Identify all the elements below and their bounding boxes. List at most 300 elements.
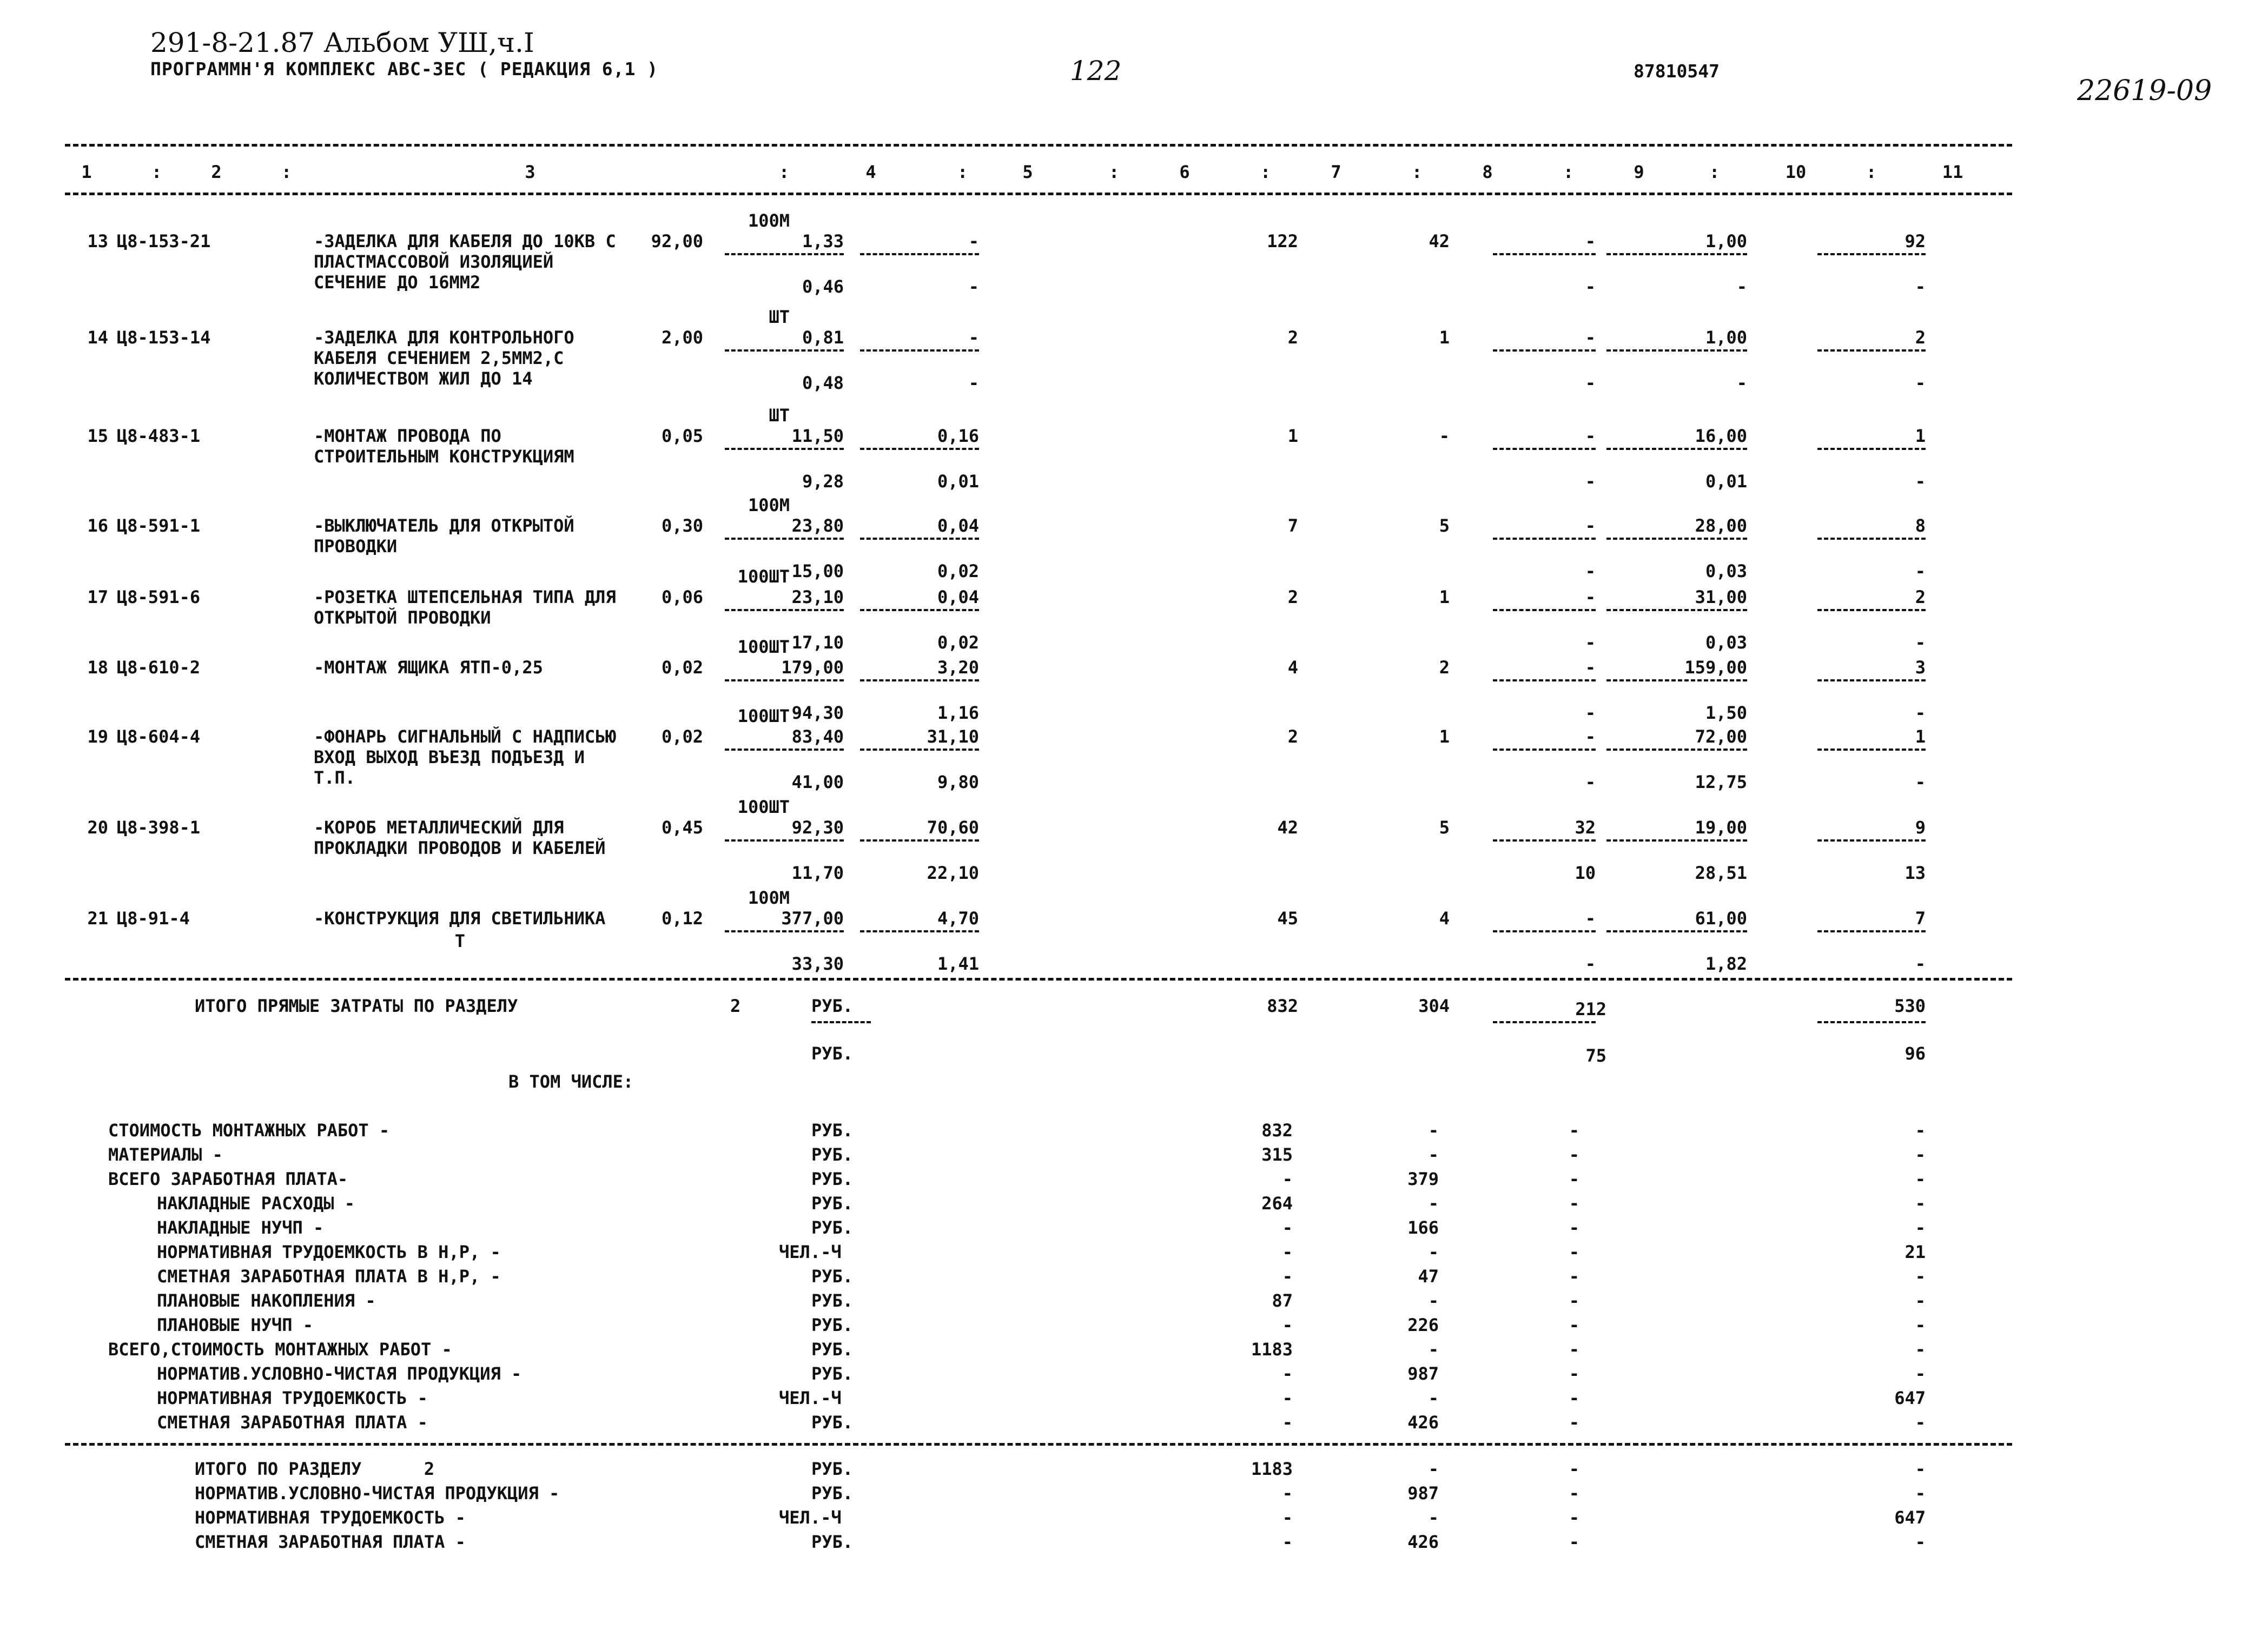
row-code: Ц8-610-2	[117, 657, 201, 678]
final-c11: 647	[1894, 1507, 1926, 1528]
final-c7: 1183	[1251, 1459, 1293, 1479]
cell-c8: 1	[1439, 327, 1450, 348]
summary-c7: 832	[1261, 1120, 1293, 1141]
cell-c10b: 1,82	[1705, 953, 1747, 974]
summary-unit: РУБ.	[811, 1363, 854, 1384]
cell-c4: 0,02	[661, 657, 703, 678]
summary-c7: 1183	[1251, 1339, 1293, 1360]
row-number: 19	[87, 726, 108, 747]
summary-label: НОРМАТИВНАЯ ТРУДОЕМКОСТЬ -	[157, 1388, 428, 1408]
including-label: В ТОМ ЧИСЛЕ:	[508, 1071, 634, 1092]
cell-c7: 4	[1287, 657, 1298, 678]
row-unit: Т	[454, 931, 465, 951]
summary-c7: -	[1282, 1412, 1293, 1433]
cell-c7: 2	[1287, 327, 1298, 348]
cell-c9: -	[1585, 515, 1596, 536]
row-description: -КОРОБ МЕТАЛЛИЧЕСКИЙ ДЛЯ	[314, 817, 564, 838]
cell-c4: 0,02	[661, 726, 703, 747]
summary-c11: -	[1915, 1339, 1926, 1360]
cell-c5: 11,50	[791, 426, 844, 446]
row-code: Ц8-591-6	[117, 587, 201, 607]
row-description: -ЗАДЕЛКА ДЛЯ КОНТРОЛЬНОГО	[314, 327, 574, 348]
cell-separator	[1493, 839, 1596, 842]
column-divider: :	[1412, 162, 1423, 182]
summary-c7: 264	[1261, 1193, 1293, 1214]
summary-c8: 47	[1418, 1266, 1439, 1287]
summary-unit: ЧЕЛ.-Ч	[779, 1388, 842, 1408]
row-description: ВХОД ВЫХОД ВЪЕЗД ПОДЪЕЗД И	[314, 747, 585, 767]
row-unit: 100ШТ	[737, 566, 790, 587]
column-header-1: 1	[81, 162, 92, 182]
cell-c6: 31,10	[927, 726, 979, 747]
cell-c6b: 1,16	[937, 703, 979, 723]
cell-c9b: -	[1585, 953, 1596, 974]
summary-c8: -	[1428, 1120, 1439, 1141]
cell-c9: 32	[1575, 817, 1596, 838]
cell-c11b: 13	[1905, 863, 1926, 883]
row-number: 20	[87, 817, 108, 838]
cell-c6: -	[968, 327, 979, 348]
final-label: СМЕТНАЯ ЗАРАБОТНАЯ ПЛАТА -	[195, 1532, 466, 1552]
cell-c7: 2	[1287, 587, 1298, 607]
row-description: КАБЕЛЯ СЕЧЕНИЕМ 2,5ММ2,С	[314, 348, 564, 368]
row-description: -РОЗЕТКА ШТЕПСЕЛЬНАЯ ТИПА ДЛЯ	[314, 587, 616, 607]
cell-separator	[1817, 749, 1926, 751]
row-number: 13	[87, 231, 108, 251]
cell-c10: 31,00	[1695, 587, 1747, 607]
cell-c8: 5	[1439, 515, 1450, 536]
final-c11: -	[1915, 1459, 1926, 1479]
final-c9: -	[1569, 1507, 1579, 1528]
summary-label: ВСЕГО ЗАРАБОТНАЯ ПЛАТА-	[108, 1169, 348, 1189]
cell-c8: 42	[1429, 231, 1450, 251]
cell-c7: 2	[1287, 726, 1298, 747]
cell-c5b: 0,48	[802, 373, 844, 393]
column-divider: :	[1709, 162, 1720, 182]
summary-c7: -	[1282, 1266, 1293, 1287]
cell-c7: 122	[1267, 231, 1298, 251]
cell-c8: 5	[1439, 817, 1450, 838]
cell-c9: -	[1585, 231, 1596, 251]
final-c9: -	[1569, 1532, 1579, 1552]
column-header-2: 2	[211, 162, 222, 182]
total-section: 2	[730, 996, 741, 1016]
cell-c10b: 1,50	[1705, 703, 1747, 723]
cell-c11b: -	[1915, 632, 1926, 653]
cell-c9: -	[1585, 657, 1596, 678]
summary-c11: -	[1915, 1266, 1926, 1287]
final-c7: -	[1282, 1507, 1293, 1528]
cell-c11: 1	[1915, 726, 1926, 747]
column-header-7: 7	[1331, 162, 1341, 182]
cell-c10b: -	[1736, 373, 1747, 393]
cell-c6b: -	[968, 373, 979, 393]
final-unit: РУБ.	[811, 1532, 854, 1552]
document-header	[150, 27, 658, 80]
final-c8: -	[1428, 1507, 1439, 1528]
summary-c8: 987	[1407, 1363, 1439, 1384]
row-unit: 100ШТ	[737, 797, 790, 817]
row-code: Ц8-483-1	[117, 426, 201, 446]
column-divider: :	[1563, 162, 1574, 182]
row-description: ПЛАСТМАССОВОЙ ИЗОЛЯЦИЕЙ	[314, 251, 554, 272]
cell-c6: 0,04	[937, 515, 979, 536]
cell-c11b: -	[1915, 373, 1926, 393]
cell-c8: 2	[1439, 657, 1450, 678]
row-number: 16	[87, 515, 108, 536]
cell-c6b: 1,41	[937, 953, 979, 974]
cell-c5: 92,30	[791, 817, 844, 838]
summary-c9: -	[1569, 1242, 1579, 1262]
cell-separator	[811, 1021, 871, 1023]
summary-c11: 21	[1905, 1242, 1926, 1262]
cell-c4: 0,30	[661, 515, 703, 536]
cell-separator	[860, 538, 979, 540]
summary-c11: -	[1915, 1144, 1926, 1165]
cell-c6: 0,04	[937, 587, 979, 607]
cell-c11: 7	[1915, 908, 1926, 929]
cell-separator	[1493, 930, 1596, 932]
cell-c10: 1,00	[1705, 231, 1747, 251]
column-header-3: 3	[525, 162, 535, 182]
final-c7: -	[1282, 1483, 1293, 1504]
row-description: КОЛИЧЕСТВОМ ЖИЛ ДО 14	[314, 368, 533, 389]
summary-label: СТОИМОСТЬ МОНТАЖНЫХ РАБОТ -	[108, 1120, 390, 1141]
cell-separator	[1606, 679, 1747, 681]
cell-c6b: 0,02	[937, 632, 979, 653]
column-divider: :	[151, 162, 162, 182]
cell-c5: 1,33	[802, 231, 844, 251]
row-description: ПРОВОДКИ	[314, 536, 398, 557]
cell-c9b: -	[1585, 471, 1596, 492]
cell-c8: 1	[1439, 587, 1450, 607]
cell-c11b: -	[1915, 703, 1926, 723]
cell-c10: 19,00	[1695, 817, 1747, 838]
header-bottom-rule	[65, 193, 2012, 195]
cell-separator	[860, 609, 979, 611]
cell-c6b: 22,10	[927, 863, 979, 883]
summary-label: ПЛАНОВЫЕ НУЧП -	[157, 1315, 313, 1335]
cell-c4: 0,05	[661, 426, 703, 446]
summary-c8: 426	[1407, 1412, 1439, 1433]
cell-separator	[1606, 538, 1747, 540]
table-top-rule	[65, 144, 2012, 147]
summary-c9: -	[1569, 1120, 1579, 1141]
row-description: -КОНСТРУКЦИЯ ДЛЯ СВЕТИЛЬНИКА	[314, 908, 606, 929]
total-unit: РУБ.	[811, 996, 854, 1016]
cell-c10: 72,00	[1695, 726, 1747, 747]
document-id: 87810547	[1634, 61, 1720, 82]
cell-separator	[725, 538, 844, 540]
summary-c9: -	[1569, 1315, 1579, 1335]
cell-c5: 23,80	[791, 515, 844, 536]
cell-c5: 179,00	[781, 657, 844, 678]
summary-c11: -	[1915, 1363, 1926, 1384]
summary-unit: РУБ.	[811, 1412, 854, 1433]
cell-c11: 92	[1905, 231, 1926, 251]
row-code: Ц8-153-21	[117, 231, 211, 251]
row-description: Т.П.	[314, 767, 356, 788]
column-header-8: 8	[1482, 162, 1493, 182]
cell-c5: 377,00	[781, 908, 844, 929]
row-description: -ФОНАРЬ СИГНАЛЬНЫЙ С НАДПИСЬЮ	[314, 726, 616, 747]
cell-c10b: 0,01	[1705, 471, 1747, 492]
summary-c8: 226	[1407, 1315, 1439, 1335]
cell-separator	[725, 930, 844, 932]
cell-c11: 9	[1915, 817, 1926, 838]
cell-c10: 16,00	[1695, 426, 1747, 446]
cell-c8: 4	[1439, 908, 1450, 929]
row-code: Ц8-591-1	[117, 515, 201, 536]
cell-separator	[1493, 609, 1596, 611]
cell-separator	[725, 609, 844, 611]
summary-c9: -	[1569, 1266, 1579, 1287]
row-description: -ВЫКЛЮЧАТЕЛЬ ДЛЯ ОТКРЫТОЙ	[314, 515, 574, 536]
summary-label: НОРМАТИВНАЯ ТРУДОЕМКОСТЬ В Н,Р, -	[157, 1242, 501, 1262]
cell-c9b: -	[1585, 632, 1596, 653]
cell-c5b: 9,28	[802, 471, 844, 492]
column-divider: :	[1109, 162, 1120, 182]
row-description: СТРОИТЕЛЬНЫМ КОНСТРУКЦИЯМ	[314, 446, 574, 467]
final-c8: 987	[1407, 1483, 1439, 1504]
summary-c11: -	[1915, 1193, 1926, 1214]
cell-separator	[1817, 538, 1926, 540]
cell-c5b: 41,00	[791, 772, 844, 792]
row-unit: 100ШТ	[737, 706, 790, 726]
cell-c11: 2	[1915, 327, 1926, 348]
cell-separator	[1606, 839, 1747, 842]
cell-separator	[1817, 448, 1926, 450]
row-description: ПРОКЛАДКИ ПРОВОДОВ И КАБЕЛЕЙ	[314, 838, 606, 858]
cell-separator	[1493, 1021, 1596, 1023]
cell-c9b: -	[1585, 772, 1596, 792]
row-number: 18	[87, 657, 108, 678]
cell-c11b: -	[1915, 772, 1926, 792]
summary-unit: РУБ.	[811, 1266, 854, 1287]
cell-separator	[1606, 930, 1747, 932]
cell-c5b: 94,30	[791, 703, 844, 723]
cell-c10b: 28,51	[1695, 863, 1747, 883]
cell-c5b: 11,70	[791, 863, 844, 883]
total-c9: 212	[1575, 999, 1606, 1019]
cell-c4: 0,45	[661, 817, 703, 838]
cell-separator	[860, 679, 979, 681]
cell-separator	[1817, 930, 1926, 932]
row-description: ОТКРЫТОЙ ПРОВОДКИ	[314, 607, 491, 628]
cell-c7: 7	[1287, 515, 1298, 536]
cell-separator	[1817, 839, 1926, 842]
summary-c7: -	[1282, 1388, 1293, 1408]
total-c7: 832	[1267, 996, 1298, 1016]
summary-c7: -	[1282, 1242, 1293, 1262]
column-header-4: 4	[865, 162, 876, 182]
cell-separator	[1606, 253, 1747, 255]
cell-separator	[725, 448, 844, 450]
cell-c8: -	[1439, 426, 1450, 446]
cell-c11: 1	[1915, 426, 1926, 446]
summary-unit: ЧЕЛ.-Ч	[779, 1242, 842, 1262]
summary-c7: -	[1282, 1315, 1293, 1335]
cell-c9: -	[1585, 327, 1596, 348]
cell-c6b: 0,02	[937, 561, 979, 581]
cell-c4: 2,00	[661, 327, 703, 348]
summary-c11: -	[1915, 1169, 1926, 1189]
cell-separator	[725, 839, 844, 842]
cell-c6b: 0,01	[937, 471, 979, 492]
row-number: 17	[87, 587, 108, 607]
cell-separator	[1606, 448, 1747, 450]
cell-c9b: -	[1585, 373, 1596, 393]
row-unit: 100М	[748, 495, 790, 515]
final-unit: ЧЕЛ.-Ч	[779, 1507, 842, 1528]
final-unit: РУБ.	[811, 1483, 854, 1504]
cell-c9: -	[1585, 426, 1596, 446]
summary-c11: -	[1915, 1217, 1926, 1238]
cell-c5: 0,81	[802, 327, 844, 348]
cell-separator	[1817, 349, 1926, 352]
cell-c10: 1,00	[1705, 327, 1747, 348]
final-label: ИТОГО ПО РАЗДЕЛУ 2	[195, 1459, 435, 1479]
summary-c9: -	[1569, 1339, 1579, 1360]
summary-unit: РУБ.	[811, 1315, 854, 1335]
cell-separator	[1493, 349, 1596, 352]
summary-unit: РУБ.	[811, 1169, 854, 1189]
row-description: -МОНТАЖ ЯЩИКА ЯТП-0,25	[314, 657, 543, 678]
summary-c11: -	[1915, 1290, 1926, 1311]
summary-c7: -	[1282, 1363, 1293, 1384]
cell-c5b: 15,00	[791, 561, 844, 581]
cell-c6: 0,16	[937, 426, 979, 446]
row-code: Ц8-398-1	[117, 817, 201, 838]
summary-c8: 379	[1407, 1169, 1439, 1189]
summary-unit: РУБ.	[811, 1290, 854, 1311]
cell-separator	[860, 930, 979, 932]
summary-c9: -	[1569, 1412, 1579, 1433]
cell-separator	[1606, 609, 1747, 611]
cell-c11b: -	[1915, 953, 1926, 974]
summary-c7: 315	[1261, 1144, 1293, 1165]
final-c11: -	[1915, 1532, 1926, 1552]
cell-c11b: -	[1915, 276, 1926, 297]
total-c11b: 96	[1905, 1043, 1926, 1064]
cell-separator	[1817, 1021, 1926, 1023]
final-c9: -	[1569, 1483, 1579, 1504]
cell-separator	[860, 253, 979, 255]
column-divider: :	[779, 162, 790, 182]
total-unit-2: РУБ.	[811, 1043, 854, 1064]
total-c8: 304	[1418, 996, 1450, 1016]
summary-c9: -	[1569, 1217, 1579, 1238]
cell-c9: -	[1585, 726, 1596, 747]
cell-separator	[860, 749, 979, 751]
column-header-6: 6	[1179, 162, 1190, 182]
final-unit: РУБ.	[811, 1459, 854, 1479]
summary-c8: -	[1428, 1144, 1439, 1165]
summary-c7: -	[1282, 1217, 1293, 1238]
summary-label: НАКЛАДНЫЕ РАСХОДЫ -	[157, 1193, 355, 1214]
final-c7: -	[1282, 1532, 1293, 1552]
cell-c6b: -	[968, 276, 979, 297]
cell-separator	[1493, 679, 1596, 681]
cell-c5b: 0,46	[802, 276, 844, 297]
row-code: Ц8-153-14	[117, 327, 211, 348]
row-unit: 100М	[748, 888, 790, 908]
cell-separator	[1493, 253, 1596, 255]
cell-separator	[725, 349, 844, 352]
cell-c9b: -	[1585, 276, 1596, 297]
summary-c11: -	[1915, 1412, 1926, 1433]
column-header-11: 11	[1942, 162, 1963, 182]
cell-separator	[1817, 679, 1926, 681]
cell-c6: 4,70	[937, 908, 979, 929]
final-c8: -	[1428, 1459, 1439, 1479]
summary-c8: 166	[1407, 1217, 1439, 1238]
column-divider: :	[1866, 162, 1877, 182]
cell-c11b: -	[1915, 471, 1926, 492]
cell-c10: 159,00	[1684, 657, 1747, 678]
summary-label: МАТЕРИАЛЫ -	[108, 1144, 223, 1165]
summary-c9: -	[1569, 1290, 1579, 1311]
summary-label: ВСЕГО,СТОИМОСТЬ МОНТАЖНЫХ РАБОТ -	[108, 1339, 452, 1360]
inventory-stamp: 22619-09	[2077, 75, 2212, 107]
summary-c9: -	[1569, 1169, 1579, 1189]
summary-c9: -	[1569, 1363, 1579, 1384]
cell-c5b: 33,30	[791, 953, 844, 974]
row-unit: 100ШТ	[737, 637, 790, 657]
cell-c5: 83,40	[791, 726, 844, 747]
cell-c6: -	[968, 231, 979, 251]
summary-label: НАКЛАДНЫЕ НУЧП -	[157, 1217, 324, 1238]
row-number: 15	[87, 426, 108, 446]
cell-c9b: 10	[1575, 863, 1596, 883]
cell-c10b: 12,75	[1695, 772, 1747, 792]
cell-separator	[860, 349, 979, 352]
cell-separator	[1817, 253, 1926, 255]
final-c8: 426	[1407, 1532, 1439, 1552]
summary-c9: -	[1569, 1193, 1579, 1214]
cell-c7: 42	[1277, 817, 1298, 838]
cell-separator	[1606, 749, 1747, 751]
row-unit: ШТ	[769, 307, 790, 327]
cell-c4: 0,06	[661, 587, 703, 607]
cell-separator	[725, 253, 844, 255]
cell-c11: 8	[1915, 515, 1926, 536]
summary-c8: -	[1428, 1388, 1439, 1408]
summary-c11: -	[1915, 1315, 1926, 1335]
summary-unit: РУБ.	[811, 1339, 854, 1360]
cell-c5b: 17,10	[791, 632, 844, 653]
cell-separator	[860, 839, 979, 842]
column-divider: :	[957, 162, 968, 182]
cell-c4: 0,12	[661, 908, 703, 929]
cell-c10: 28,00	[1695, 515, 1747, 536]
cell-separator	[860, 448, 979, 450]
cell-c5: 23,10	[791, 587, 844, 607]
cell-c6: 3,20	[937, 657, 979, 678]
column-header-9: 9	[1634, 162, 1644, 182]
program-line: ПРОГРАММН'Я КОМПЛЕКС АВС-ЗЕС ( РЕДАКЦИЯ 6,1 )	[150, 58, 659, 80]
cell-separator	[1493, 749, 1596, 751]
total-c11: 530	[1894, 996, 1926, 1016]
summary-label: СМЕТНАЯ ЗАРАБОТНАЯ ПЛАТА В Н,Р, -	[157, 1266, 501, 1287]
summary-unit: РУБ.	[811, 1217, 854, 1238]
cell-c4: 92,00	[651, 231, 703, 251]
cell-c9b: -	[1585, 703, 1596, 723]
column-header-10: 10	[1785, 162, 1807, 182]
cell-separator	[1493, 538, 1596, 540]
final-label: НОРМАТИВ.УСЛОВНО-ЧИСТАЯ ПРОДУКЦИЯ -	[195, 1483, 560, 1504]
row-number: 14	[87, 327, 108, 348]
